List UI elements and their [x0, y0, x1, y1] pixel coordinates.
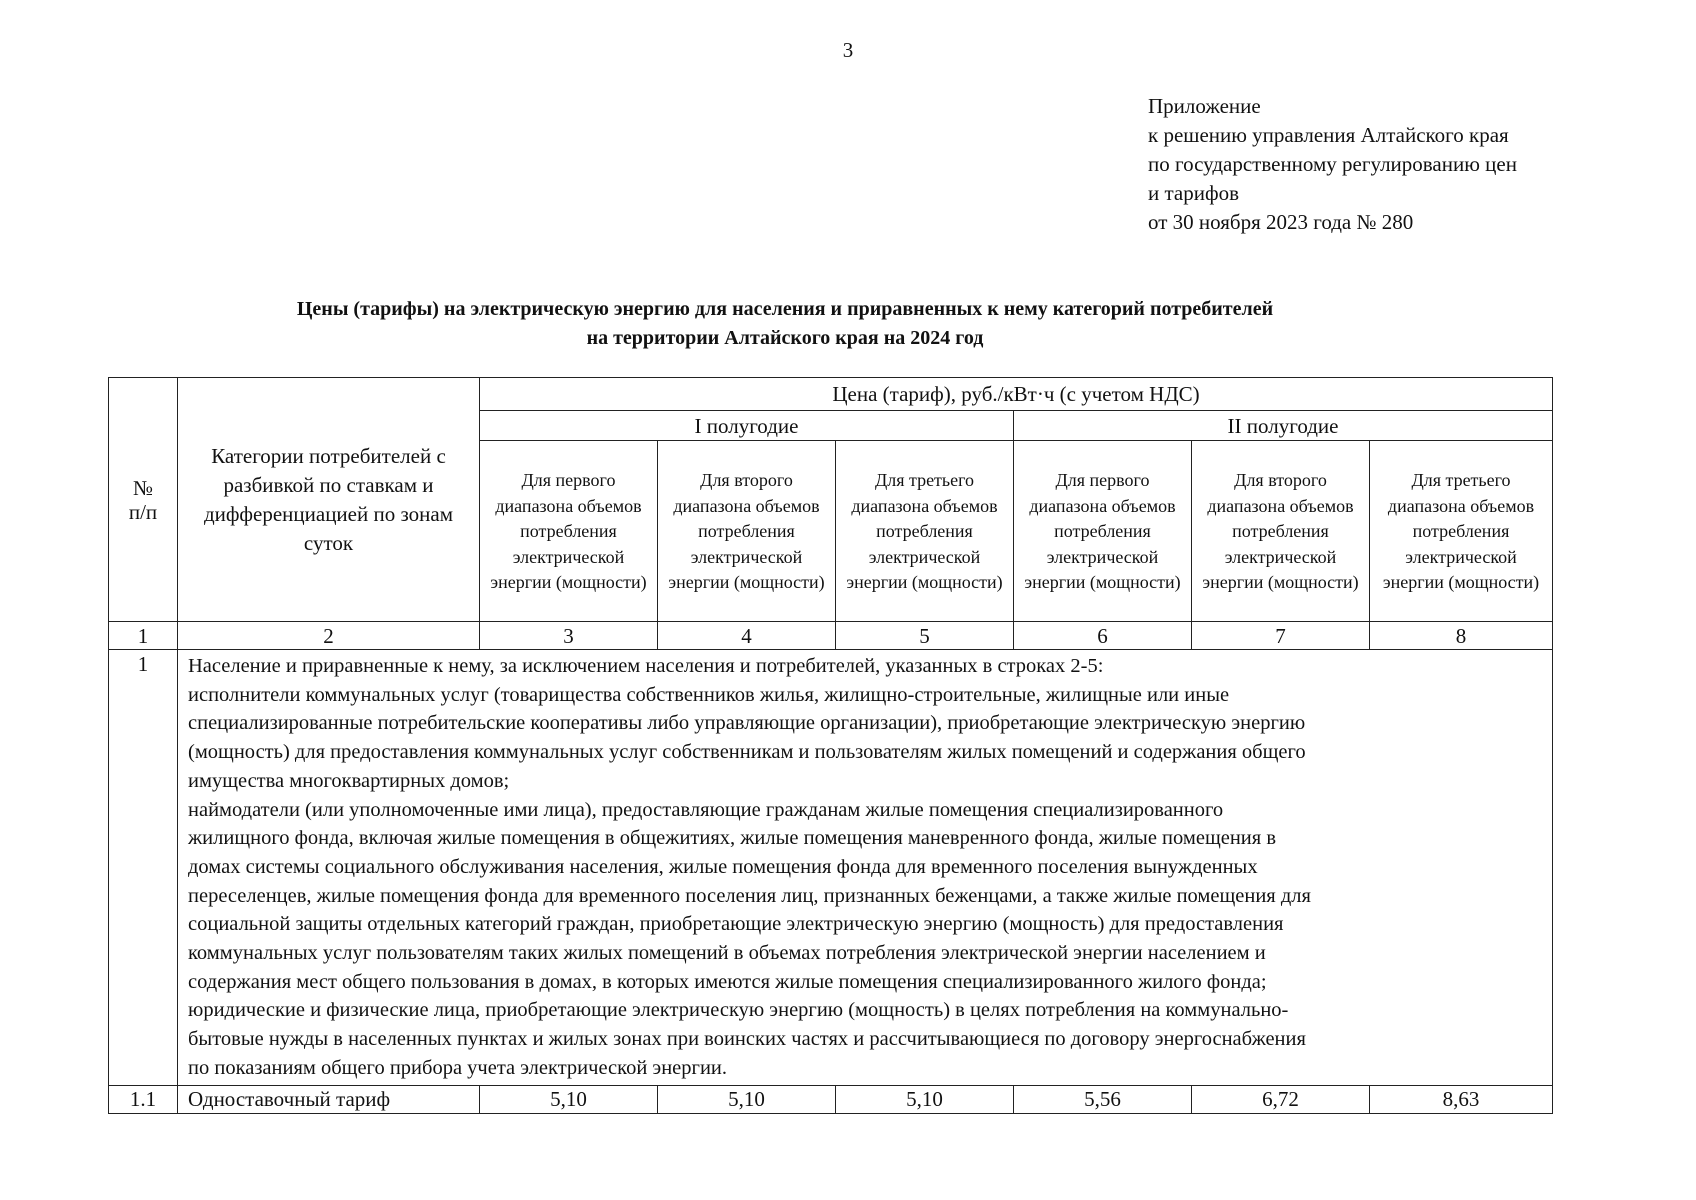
appendix-line: к решению управления Алтайского края	[1148, 123, 1509, 147]
header-range: Для первого диапазона объемов потребления электрической энергии (мощности)	[1014, 441, 1192, 622]
column-number: 8	[1370, 622, 1553, 650]
header-category: Категории потребителей с разбивкой по ставкам и дифференциацией по зонам суток	[178, 378, 480, 622]
column-number: 5	[836, 622, 1014, 650]
column-number: 1	[109, 622, 178, 650]
description-line: (мощность) для предоставления коммунальных услуг собственникам и пользователям жилых помещений и содержания общего	[188, 741, 1306, 764]
appendix-line: и тарифов	[1148, 181, 1240, 205]
document-title	[220, 295, 1350, 353]
description-line: бытовые нужды в населенных пунктах и жилых зонах при воинских частях и рассчитывающиеся по договору энергоснабжения	[188, 1028, 1306, 1051]
tariff-value: 8,63	[1370, 1085, 1553, 1113]
tariff-value: 5,10	[480, 1085, 658, 1113]
tariff-table	[108, 377, 1553, 1114]
column-number: 6	[1014, 622, 1192, 650]
tariff-value: 5,10	[836, 1085, 1014, 1113]
description-line: исполнители коммунальных услуг (товарищества собственников жилья, жилищно-строительные, жилищные или иные	[188, 683, 1230, 706]
description-line: переселенцев, жилые помещения фонда для временного поселения лиц, признанных беженцами, а также жилые помещения для	[188, 884, 1311, 907]
description-line: содержания мест общего пользования в домах, в которых имеются жилые помещения специализированного жилого фонда;	[188, 970, 1267, 993]
section-description	[178, 650, 1553, 1086]
header-range: Для третьего диапазона объемов потребления электрической энергии (мощности)	[836, 441, 1014, 622]
column-number: 2	[178, 622, 480, 650]
table-row	[109, 1085, 1553, 1113]
header-half-1: I полугодие	[480, 411, 1014, 441]
description-line: домах системы социального обслуживания населения, жилые помещения фонда для временного поселения вынужденных	[188, 855, 1258, 878]
description-line: имущества многоквартирных домов;	[188, 769, 510, 792]
description-line: наймодатели (или уполномоченные ими лица), предоставляющие гражданам жилые помещения специализированного	[188, 798, 1224, 821]
header-range: Для первого диапазона объемов потребления электрической энергии (мощности)	[480, 441, 658, 622]
appendix-line: от 30 ноября 2023 года № 280	[1148, 210, 1414, 234]
tariff-value: 5,56	[1014, 1085, 1192, 1113]
appendix-line: по государственному регулированию цен	[1148, 152, 1517, 176]
header-range: Для третьего диапазона объемов потребления электрической энергии (мощности)	[1370, 441, 1553, 622]
header-range: Для второго диапазона объемов потребления электрической энергии (мощности)	[1192, 441, 1370, 622]
page-number: 3	[842, 38, 854, 62]
row-label: Одноставочный тариф	[178, 1085, 480, 1113]
row-number: 1.1	[109, 1085, 178, 1113]
description-line: по показаниям общего прибора учета электрической энергии.	[188, 1056, 728, 1079]
description-line: жилищного фонда, включая жилые помещения в общежитиях, жилые помещения маневренного фонда, жилые помещения в	[188, 827, 1277, 850]
description-line: специализированные потребительские кооперативы либо управляющие организации), приобретающие электрическую энергию	[188, 712, 1306, 735]
document-title-line: на территории Алтайского края на 2024 год	[586, 327, 984, 349]
header-range: Для второго диапазона объемов потребления электрической энергии (мощности)	[658, 441, 836, 622]
appendix-line: Приложение	[1148, 94, 1261, 118]
appendix-block	[1148, 92, 1517, 237]
header-number: № п/п	[109, 378, 178, 622]
description-line: юридические и физические лица, приобретающие электрическую энергию (мощность) в целях потребления на коммунально-	[188, 999, 1289, 1022]
tariff-value: 6,72	[1192, 1085, 1370, 1113]
column-number: 7	[1192, 622, 1370, 650]
section-number: 1	[109, 650, 178, 1086]
description-line: Население и приравненные к нему, за исключением населения и потребителей, указанных в строках 2-5:	[188, 655, 1104, 677]
document-title-line: Цены (тарифы) на электрическую энергию для населения и приравненных к нему категорий потребителей	[296, 298, 1274, 320]
description-line: социальной защиты отдельных категорий граждан, приобретающие электрическую энергию (мощность) для предоставления	[188, 913, 1284, 936]
column-number: 4	[658, 622, 836, 650]
header-price: Цена (тариф), руб./кВт·ч (с учетом НДС)	[480, 378, 1553, 411]
tariff-value: 5,10	[658, 1085, 836, 1113]
description-line: коммунальных услуг пользователям таких жилых помещений в объемах потребления электрической энергии населением и	[188, 942, 1266, 965]
column-number: 3	[480, 622, 658, 650]
header-half-2: II полугодие	[1014, 411, 1553, 441]
